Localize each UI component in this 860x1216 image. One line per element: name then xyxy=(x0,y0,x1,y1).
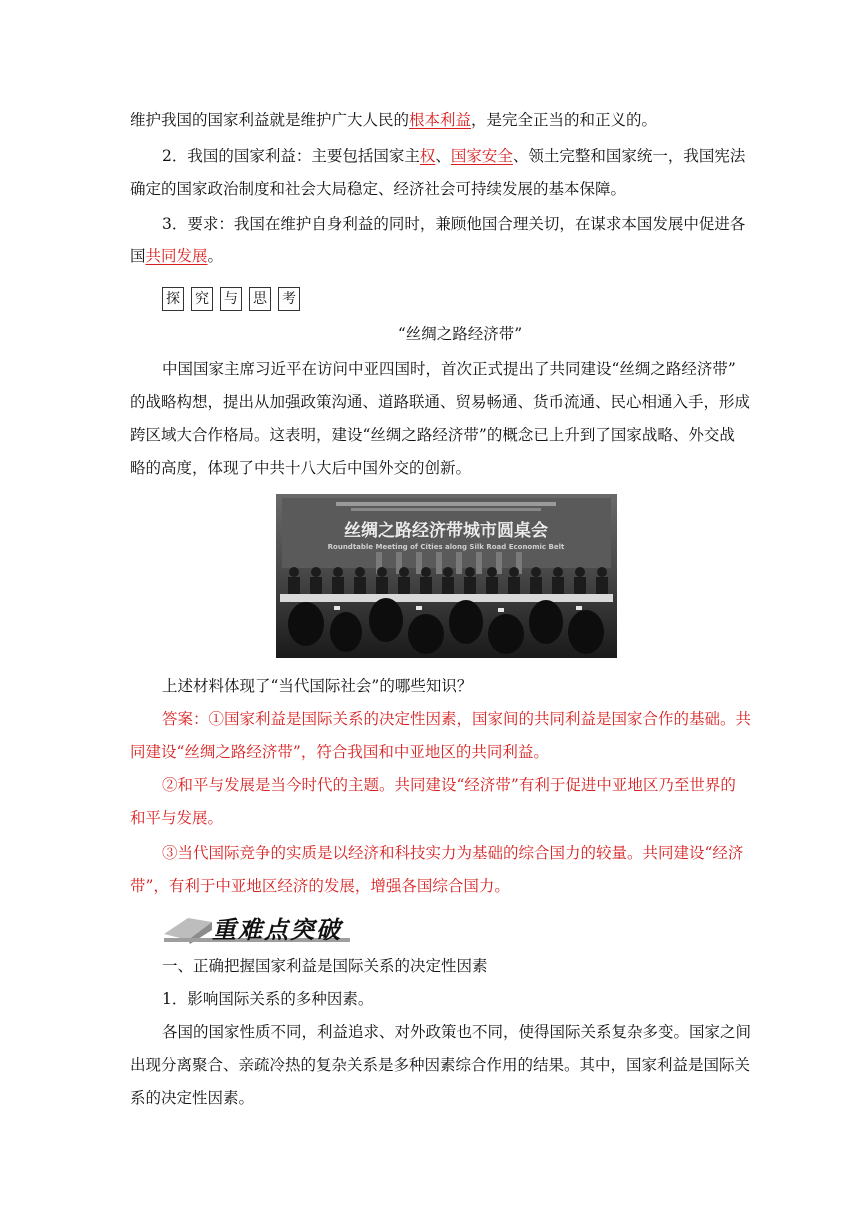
section-heading: 一、正确把握国家利益是国际关系的决定性因素 xyxy=(162,957,488,975)
roundtable-meeting-photo xyxy=(276,494,617,658)
para1-text-before: 维护我国的国家利益就是维护广大人民的 xyxy=(130,111,410,129)
explore-and-think-label xyxy=(162,287,307,311)
fill-blank-national-security: 国家安全 xyxy=(450,147,513,165)
answer-text: ①国家利益是国际关系的决定性因素，国家间的共同利益是国家合作的基础。共 xyxy=(208,710,752,728)
paragraph-national-interest xyxy=(130,109,730,131)
answer-line: 和平与发展。 xyxy=(130,809,224,827)
answer-line: 同建设“丝绸之路经济带”，符合我国和中亚地区的共同利益。 xyxy=(130,743,549,761)
answer-line: ③当代国际竞争的实质是以经济和科技实力为基础的综合国力的较量。共同建设“经济 xyxy=(162,844,744,862)
paragraph-point-2-line1 xyxy=(162,145,746,167)
explore-char: 考 xyxy=(278,287,300,311)
section-body-line: 出现分离聚合、亲疏冷热的复杂关系是多种因素综合作用的结果。其中，国家利益是国际关 xyxy=(130,1056,751,1074)
fill-blank-fundamental-interest: 根本利益 xyxy=(409,111,472,129)
section-subheading: 1．影响国际关系的多种因素。 xyxy=(162,990,374,1008)
paragraph-point-3-line2 xyxy=(130,245,730,267)
para2-prefix: 2．我国的国家利益：主要包括国家主 xyxy=(162,147,420,165)
para1-text-after: ，是完全正当的和正义的。 xyxy=(471,111,658,129)
banner-title: 重难点突破 xyxy=(212,916,342,944)
explore-char: 探 xyxy=(162,287,184,311)
photo-banner-text: 丝绸之路经济带城市圆桌会 xyxy=(344,521,548,541)
material-title: “丝绸之路经济带” xyxy=(397,325,523,343)
para2-rest: 、领土完整和国家统一，我国宪法 xyxy=(512,147,746,165)
key-difficulty-banner xyxy=(160,908,350,946)
section-body-line: 系的决定性因素。 xyxy=(130,1089,255,1107)
question-text: 上述材料体现了“当代国际社会”的哪些知识？ xyxy=(162,677,473,695)
photo-graphic xyxy=(276,494,617,658)
material-line: 中国国家主席习近平在访问中亚四国时，首次正式提出了共同建设“丝绸之路经济带” xyxy=(162,360,736,378)
para3-prefix: 国 xyxy=(130,247,146,265)
para2-separator: 、 xyxy=(435,147,451,165)
answer-line: ②和平与发展是当今时代的主题。共同建设“经济带”有利于促进中亚地区乃至世界的 xyxy=(162,776,736,794)
answer-line: 带”，有利于中亚地区经济的发展，增强各国综合国力。 xyxy=(130,877,510,895)
explore-char: 究 xyxy=(191,287,213,311)
section-body-line: 各国的国家性质不同，利益追求、对外政策也不同，使得国际关系复杂多变。国家之间 xyxy=(162,1023,752,1041)
paragraph-point-3-line1: 3．要求：我国在维护自身利益的同时，兼顾他国合理关切，在谋求本国发展中促进各 xyxy=(162,215,746,233)
paragraph-point-2-line2: 确定的国家政治制度和社会大局稳定、经济社会可持续发展的基本保障。 xyxy=(130,180,627,198)
material-line: 的战略构想，提出从加强政策沟通、道路联通、贸易畅通、货币流通、民心相通入手，形成 xyxy=(130,393,751,411)
photo-banner-subtext: Roundtable Meeting of Cities along Silk Road Economic Belt xyxy=(327,543,565,551)
explore-char: 思 xyxy=(249,287,271,311)
fill-blank-sovereignty: 权 xyxy=(419,147,436,165)
explore-char: 与 xyxy=(220,287,242,311)
material-line: 跨区域大合作格局。这表明，建设“丝绸之路经济带”的概念已上升到了国家战略、外交战 xyxy=(130,426,735,444)
answer-line-1 xyxy=(162,708,752,730)
answer-label: 答案： xyxy=(162,710,209,728)
material-line: 略的高度，体现了中共十八大后中国外交的创新。 xyxy=(130,459,472,477)
fill-blank-common-development: 共同发展 xyxy=(145,247,208,265)
para3-suffix: 。 xyxy=(207,247,224,265)
